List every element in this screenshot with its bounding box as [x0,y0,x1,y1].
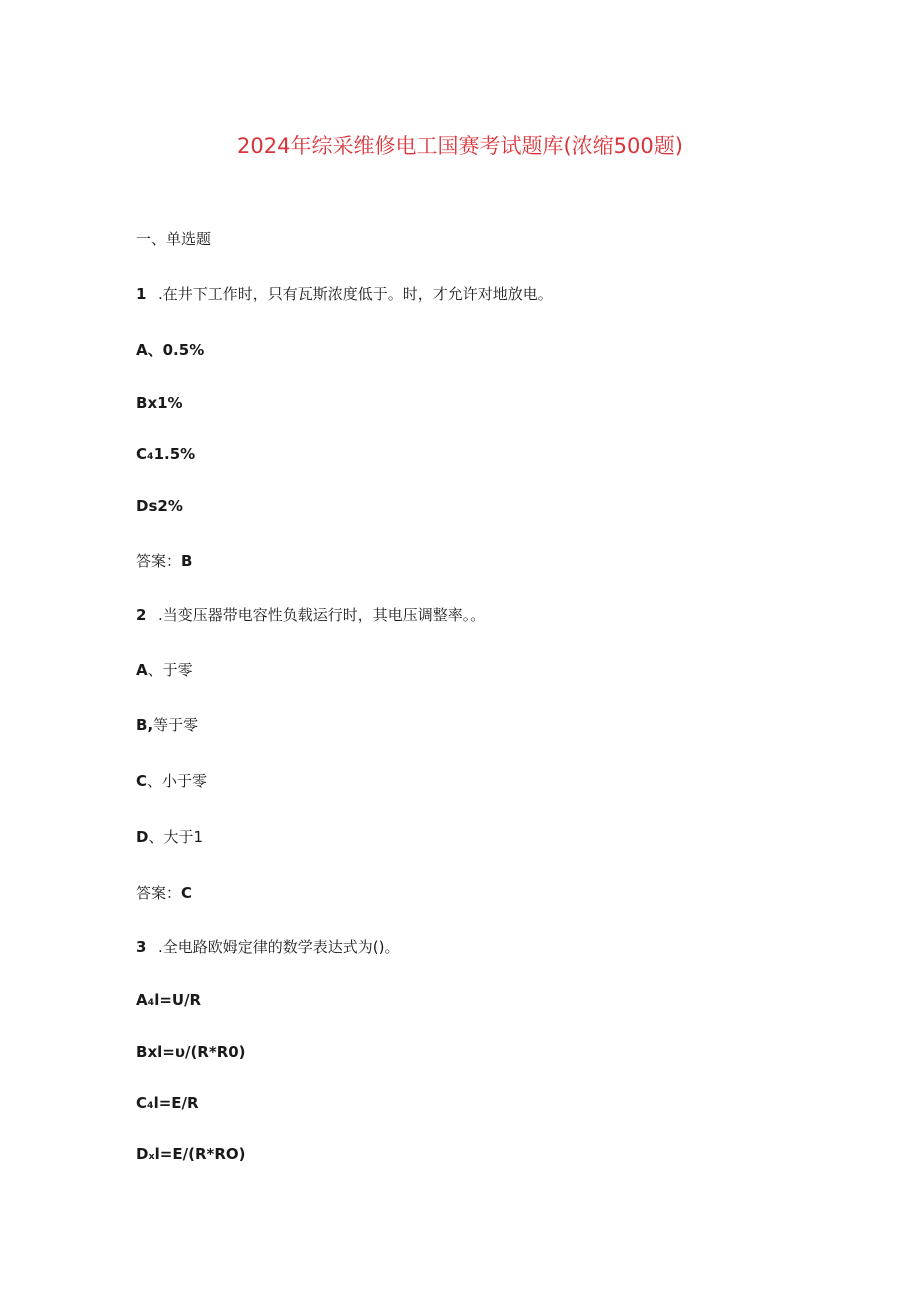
option-a [136,990,201,1010]
question-number: 3 [136,938,147,956]
option-value: 1% [157,394,183,412]
option-value: 等于零 [153,716,199,734]
option-sep: 、 [147,661,163,679]
option-c [136,771,207,791]
option-value: 大于1 [163,828,204,846]
option-value: 于零 [162,661,193,679]
option-d [136,496,183,516]
option-sep: s [148,497,158,515]
option-letter: A [136,661,148,679]
option-sep: 、 [147,341,163,359]
question-3 [136,937,399,957]
question-number: 2 [136,606,147,624]
option-letter: A [136,341,148,359]
question-text: .当变压器带电容性负载运行时，其电压调整率。。 [158,606,486,624]
question-1 [136,284,553,304]
option-c [136,444,195,464]
option-letter: D [136,497,149,515]
option-letter: C [136,445,148,463]
option-letter: D [136,828,149,846]
answer-value: B [181,552,193,570]
document-title: 2024年综采维修电工国赛考试题库(浓缩500题) [237,134,683,158]
option-value: l=U/R [154,991,202,1009]
option-letter: D [136,1145,149,1163]
option-d [136,827,203,847]
option-letter: B [136,394,148,412]
option-letter: C [136,772,148,790]
option-value: 0.5% [162,341,205,359]
option-sep: , [147,716,154,734]
question-number: 1 [136,285,147,303]
option-value: 2% [157,497,183,515]
option-sep: ₄ [147,991,155,1009]
option-sep: 、 [148,828,164,846]
question-text: .全电路欧姆定律的数学表达式为()。 [158,938,400,956]
option-sep: x [147,394,158,412]
option-a [136,340,204,360]
option-letter: B [136,1043,148,1061]
option-a [136,660,193,680]
option-value: l=E/R [153,1094,199,1112]
option-value: l=υ/(R*R0) [157,1043,246,1061]
option-sep: 、 [147,772,163,790]
option-letter: A [136,991,148,1009]
option-b [136,393,183,413]
option-letter: B [136,716,148,734]
answer-label: 答案： [136,884,182,902]
option-c [136,1093,199,1113]
answer-value: C [181,884,193,902]
option-letter: C [136,1094,148,1112]
question-text: .在井下工作时，只有瓦斯浓度低于。时，才允许对地放电。 [158,285,553,303]
option-value: l=E/(R*RO) [154,1145,246,1163]
option-d [136,1144,246,1164]
option-value: 1.5% [153,445,196,463]
option-b [136,715,198,735]
section-heading: 一、单选题 [136,230,212,248]
option-sep: x [147,1043,158,1061]
answer-2 [136,883,192,903]
answer-label: 答案： [136,552,182,570]
option-value: 小于零 [162,772,208,790]
option-sep: ₄ [147,1094,154,1112]
question-2 [136,605,485,625]
option-b [136,1042,246,1062]
option-sep: ₓ [148,1145,155,1163]
answer-1 [136,551,192,571]
option-sep: ₄ [147,445,154,463]
